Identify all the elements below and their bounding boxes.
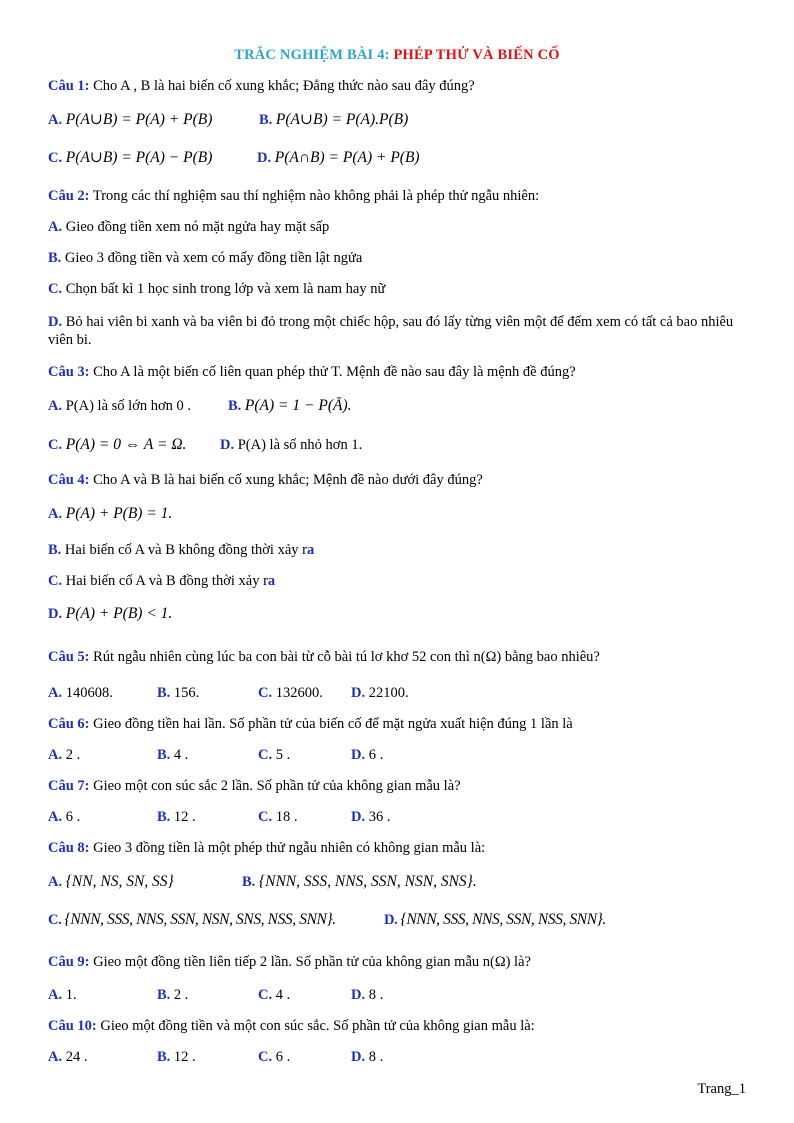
question-1-options-row1 <box>48 111 748 133</box>
option-c[interactable]: C. Hai biến cố A và B đồng thời xảy ra <box>48 573 276 589</box>
option-d[interactable]: D. 8 . <box>351 1049 384 1065</box>
question-1 <box>48 77 748 95</box>
title-topic: PHÉP THỬ VÀ BIẾN CỐ <box>393 47 560 63</box>
question-2-label: Câu 2: <box>48 188 90 204</box>
option-b[interactable]: B. 4 . <box>157 747 189 763</box>
option-c[interactable]: C. Chọn bất kì 1 học sinh trong lớp và xem là nam hay nữ <box>48 281 386 297</box>
question-5-label: Câu 5: <box>48 649 90 665</box>
question-1-label: Câu 1: <box>48 78 90 94</box>
question-6-label: Câu 6: <box>48 716 90 732</box>
question-5 <box>48 648 748 666</box>
question-9-options <box>48 986 748 1006</box>
option-b[interactable]: B. Hai biến cố A và B không đồng thời xảy ra <box>48 542 315 558</box>
question-1-options-row2 <box>48 149 748 171</box>
option-a[interactable]: A. P(A∪B) = P(A) + P(B) <box>48 111 213 128</box>
document-title <box>0 47 794 64</box>
option-a[interactable]: A. 6 . <box>48 809 81 825</box>
question-3-label: Câu 3: <box>48 364 90 380</box>
option-d[interactable]: D. P(A∩B) = P(A) + P(B) <box>257 149 420 166</box>
option-a-value: P(A∪B) = P(A) + P(B) <box>65 111 213 128</box>
question-4 <box>48 471 748 489</box>
question-8-options-row2 <box>48 911 748 933</box>
option-a[interactable]: A. P(A) + P(B) = 1. <box>48 505 173 522</box>
question-5-options <box>48 684 748 704</box>
option-a[interactable]: A. 140608. <box>48 685 113 701</box>
question-9-label: Câu 9: <box>48 954 90 970</box>
question-7-label: Câu 7: <box>48 778 90 794</box>
question-8-options-row1 <box>48 873 748 895</box>
question-2 <box>48 187 748 205</box>
option-b[interactable]: B. 156. <box>157 685 200 701</box>
option-c[interactable]: C. P(A) = 0 ⇔ A = Ω. <box>48 436 187 453</box>
title-prefix: TRẮC NGHIỆM BÀI 4: <box>234 47 394 63</box>
question-10-label: Câu 10: <box>48 1018 97 1034</box>
question-5-text: Rút ngẫu nhiên cùng lúc ba con bài từ cỗ bài tú lơ khơ 52 con thì n(Ω) bằng bao nhiêu? <box>89 649 600 665</box>
question-4-label: Câu 4: <box>48 472 90 488</box>
option-d[interactable]: D. P(A) + P(B) < 1. <box>48 605 173 622</box>
option-d[interactable]: D. 8 . <box>351 987 384 1003</box>
option-d[interactable]: D. 36 . <box>351 809 391 825</box>
question-7-text: Gieo một con súc sắc 2 lần. Số phần tử của không gian mẫu là? <box>89 778 461 794</box>
question-3 <box>48 363 748 381</box>
question-3-options-row1 <box>48 397 748 419</box>
option-a[interactable]: A. P(A) là số lớn hơn 0 . <box>48 398 192 414</box>
option-c[interactable]: C. 132600. <box>258 685 323 701</box>
option-a[interactable]: A. Gieo đồng tiền xem nó mặt ngửa hay mặt sấp <box>48 219 330 235</box>
question-8-label: Câu 8: <box>48 840 90 856</box>
option-b[interactable]: B. 12 . <box>157 1049 196 1065</box>
option-b-value: P(A∪B) = P(A).P(B) <box>275 111 409 128</box>
question-9-text: Gieo một đồng tiền liên tiếp 2 lần. Số phần tử của không gian mẫu n(Ω) là? <box>89 954 531 970</box>
option-d[interactable]: D. 22100. <box>351 685 409 701</box>
option-a[interactable]: A. 24 . <box>48 1049 88 1065</box>
option-c-value: P(A∪B) = P(A) − P(B) <box>65 149 213 166</box>
question-3-text: Cho A là một biến cố liên quan phép thử T. Mệnh đề nào sau đây là mệnh đề đúng? <box>89 364 576 380</box>
option-b[interactable]: B. {NNN, SSS, NNS, SSN, NSN, SNS}. <box>242 873 477 890</box>
question-6-text: Gieo đồng tiền hai lần. Số phần tử của biến cố để mặt ngửa xuất hiện đúng 1 lần là <box>89 716 573 732</box>
option-a[interactable]: A. {NN, NS, SN, SS} <box>48 873 174 890</box>
option-d[interactable]: D. Bỏ hai viên bi xanh và ba viên bi đỏ trong một chiếc hộp, sau đó lấy từng viên một để đếm xem có tất cả bao nhiêu viên bi. <box>48 314 734 348</box>
question-2-text: Trong các thí nghiệm sau thí nghiệm nào không phải là phép thử ngẫu nhiên: <box>89 188 540 204</box>
question-1-text: Cho A , B là hai biến cố xung khắc; Đẳng thức nào sau đây đúng? <box>89 78 475 94</box>
option-d[interactable]: D. {NNN, SSS, NNS, SSN, NSS, SNN}. <box>384 911 606 928</box>
option-c[interactable]: C. 5 . <box>258 747 291 763</box>
question-4-text: Cho A và B là hai biến cố xung khắc; Mệnh đề nào dưới đây đúng? <box>89 472 483 488</box>
question-9 <box>48 953 748 971</box>
question-8 <box>48 839 748 857</box>
option-a[interactable]: A. 2 . <box>48 747 81 763</box>
option-b[interactable]: B. P(A) = 1 − P(Ā). <box>228 397 352 414</box>
option-c[interactable]: C. 18 . <box>258 809 298 825</box>
question-7 <box>48 777 748 795</box>
question-6-options <box>48 746 748 766</box>
question-10 <box>48 1017 748 1035</box>
question-6 <box>48 715 748 733</box>
option-c[interactable]: C. P(A∪B) = P(A) − P(B) <box>48 149 213 166</box>
question-7-options <box>48 808 748 828</box>
question-8-text: Gieo 3 đồng tiền là một phép thử ngẫu nhiên có không gian mẫu là: <box>89 840 486 856</box>
option-c[interactable]: C. 4 . <box>258 987 291 1003</box>
option-d[interactable]: D. P(A) là số nhỏ hơn 1. <box>220 437 363 453</box>
option-d-value: P(A∩B) = P(A) + P(B) <box>274 149 420 166</box>
option-b[interactable]: B. 2 . <box>157 987 189 1003</box>
option-b[interactable]: B. 12 . <box>157 809 196 825</box>
question-3-options-row2 <box>48 436 748 458</box>
option-c[interactable]: C. 6 . <box>258 1049 291 1065</box>
option-c[interactable]: C. {NNN, SSS, NNS, SSN, NSN, SNS, NSS, SNN}. <box>48 911 336 928</box>
page-number: Trang_1 <box>697 1081 746 1097</box>
question-10-options <box>48 1048 748 1068</box>
question-10-text: Gieo một đồng tiền và một con súc sắc. Số phần tử của không gian mẫu là: <box>96 1018 535 1034</box>
option-b[interactable]: B. Gieo 3 đồng tiền và xem có mấy đồng tiền lật ngửa <box>48 250 363 266</box>
option-d[interactable]: D. 6 . <box>351 747 384 763</box>
option-b[interactable]: B. P(A∪B) = P(A).P(B) <box>259 111 409 128</box>
option-a[interactable]: A. 1. <box>48 987 77 1003</box>
